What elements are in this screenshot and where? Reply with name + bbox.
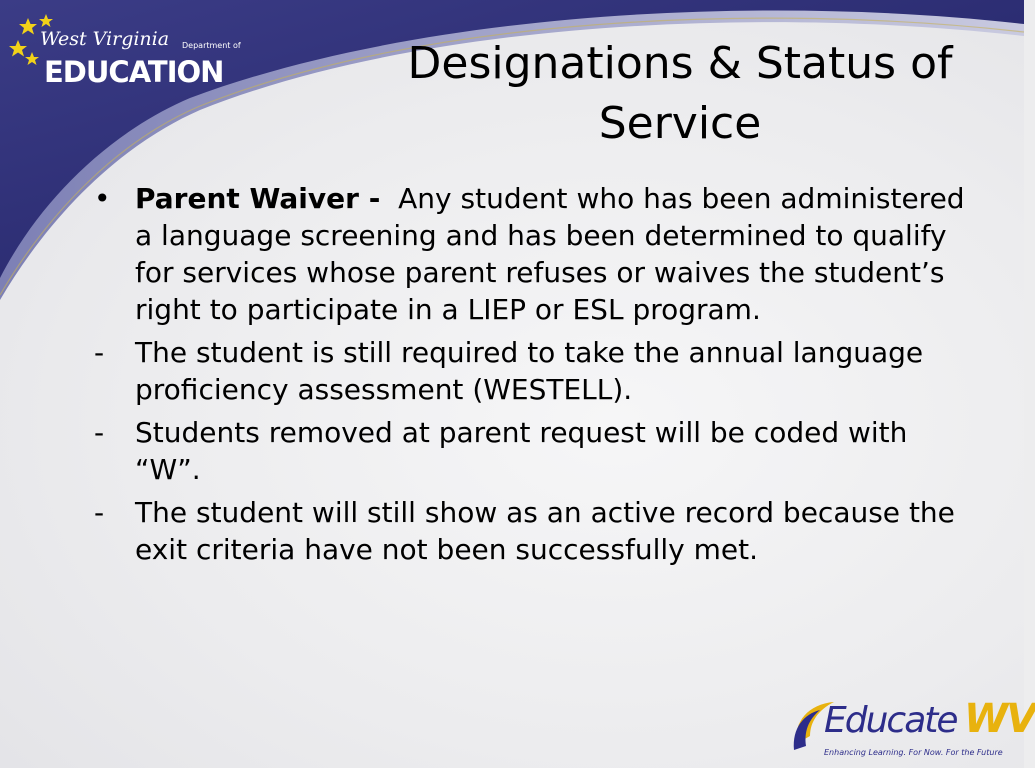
logo-department-text: Department of xyxy=(182,41,241,50)
lead-description: Any student who has been administered a language screening and has been determined to qualify for services whose parent refuses or waives the student’s right to participate in a LIEP or ESL program. xyxy=(135,182,974,326)
list-item-parent-waiver xyxy=(94,180,974,328)
dash-marker: - xyxy=(94,336,105,369)
logo-script-text: West Virginia xyxy=(40,28,170,50)
sub-item-text: The student is still required to take the annual language proficiency assessment (WESTELL). xyxy=(135,336,924,406)
wv-department-of-education-logo xyxy=(6,8,246,88)
slide-title: Designations & Status of Service xyxy=(407,38,953,149)
bullet-marker: • xyxy=(94,182,111,215)
logo-tagline: Enhancing Learning. For Now. For the Future xyxy=(824,748,1003,757)
logo-educate-text: Educate xyxy=(824,700,957,741)
logo-education-text: EDUCATION xyxy=(44,55,224,89)
dash-marker: - xyxy=(94,416,105,449)
list-item-sub-3 xyxy=(94,494,974,568)
logo-wv-text: WV xyxy=(964,696,1035,742)
dash-marker: - xyxy=(94,496,105,529)
lead-term: Parent Waiver - xyxy=(135,182,381,215)
list-item-sub-2 xyxy=(94,414,974,488)
sub-item-text: The student will still show as an active record because the exit criteria have not been successfully met. xyxy=(135,496,955,566)
educatewv-logo xyxy=(790,692,1035,768)
list-item-sub-1 xyxy=(94,334,974,408)
sub-item-text: Students removed at parent request will be coded with “W”. xyxy=(135,416,908,486)
content-list xyxy=(94,180,974,574)
